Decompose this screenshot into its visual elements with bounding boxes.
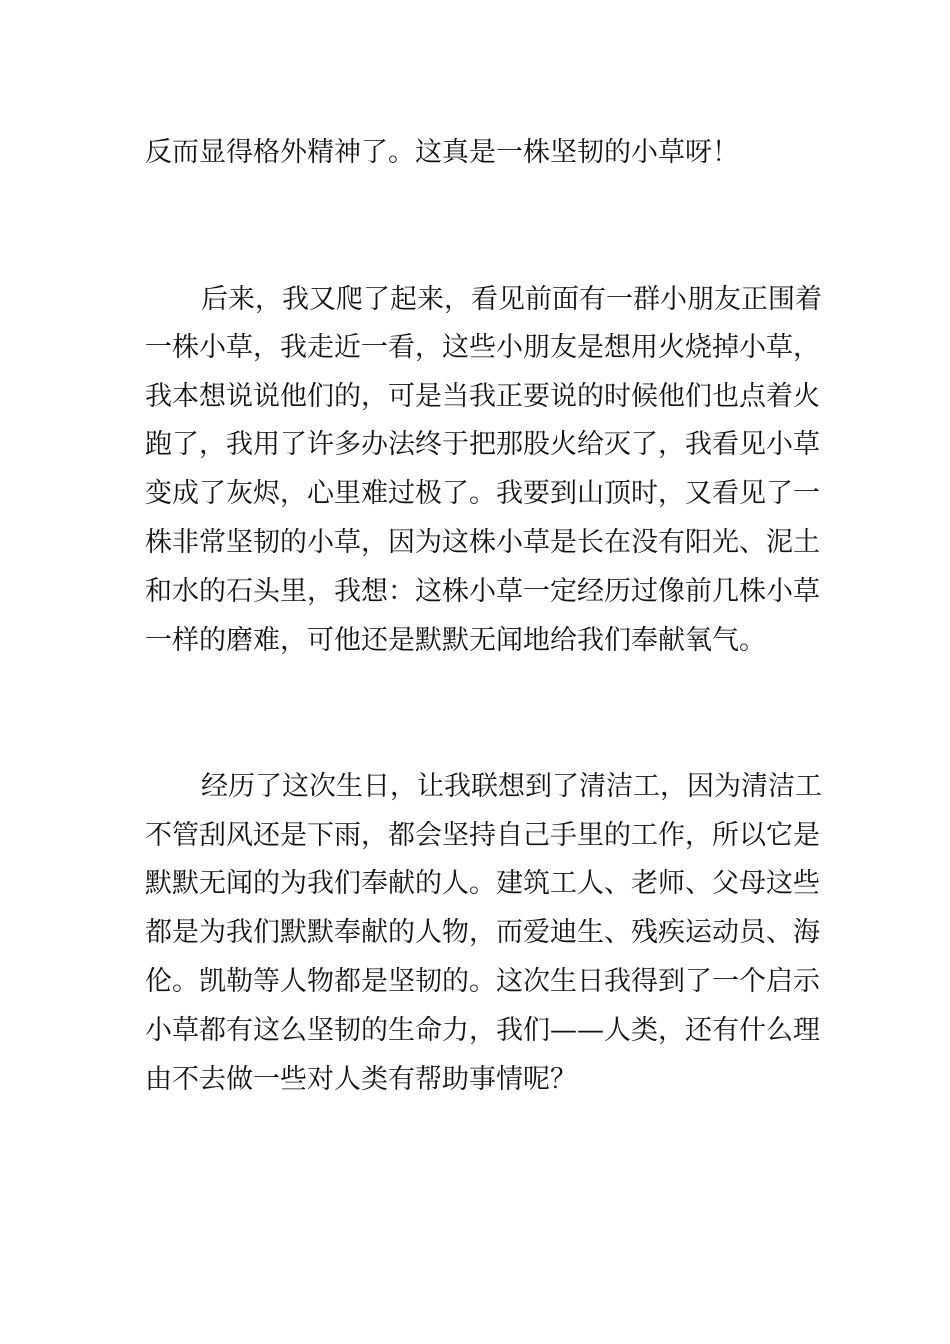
text-line: 不管刮风还是下雨，都会坚持自己手里的工作，所以它是	[145, 820, 820, 851]
text-line: 小草都有这么坚韧的生命力，我们——人类，还有什么理	[145, 1015, 820, 1046]
text-line: 和水的石头里，我想：这株小草一定经历过像前几株小草	[145, 576, 820, 607]
text-line: 变成了灰烬，心里难过极了。我要到山顶时，又看见了一	[145, 478, 820, 509]
text-line: 由不去做一些对人类有帮助事情呢？	[145, 1064, 577, 1095]
text-line: 经历了这次生日，让我联想到了清洁工，因为清洁工	[201, 771, 822, 802]
text-line: 伦。凯勒等人物都是坚韧的。这次生日我得到了一个启示	[145, 966, 820, 997]
text-line: 一株小草，我走近一看，这些小朋友是想用火烧掉小草，	[145, 332, 820, 363]
text-line: 株非常坚韧的小草，因为这株小草是长在没有阳光、泥土	[145, 527, 820, 558]
text-line: 我本想说说他们的，可是当我正要说的时候他们也点着火	[145, 381, 820, 412]
text-line: 一样的磨难，可他还是默默无闻地给我们奉献氧气。	[145, 625, 766, 656]
text-line: 后来，我又爬了起来，看见前面有一群小朋友正围着	[201, 284, 822, 315]
text-line: 默默无闻的为我们奉献的人。建筑工人、老师、父母这些	[145, 868, 820, 899]
text-line: 都是为我们默默奉献的人物，而爱迪生、残疾运动员、海	[145, 917, 820, 948]
text-line: 反而显得格外精神了。这真是一株坚韧的小草呀！	[145, 137, 739, 168]
text-line: 跑了，我用了许多办法终于把那股火给灭了，我看见小草	[145, 429, 820, 460]
